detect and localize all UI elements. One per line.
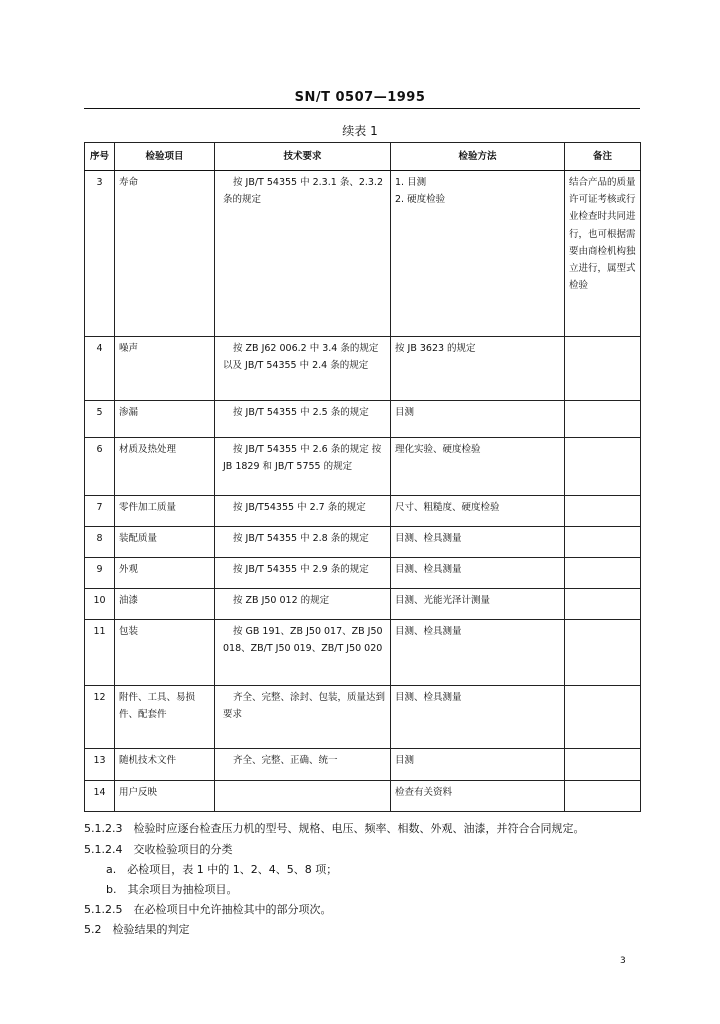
row-no: 3 (85, 171, 115, 337)
table-header-row (85, 143, 641, 171)
row-method: 目测 (391, 401, 565, 438)
clause-item-a: a. 必检项目，表 1 中的 1、2、4、5、8 项； (106, 863, 338, 876)
row-no: 5 (85, 401, 115, 438)
row-requirement (215, 337, 391, 401)
requirement-text: 按 GB 191、ZB J50 017、ZB J50 018、ZB/T J50 019、ZB/T J50 020 (223, 626, 383, 654)
table-row (85, 527, 641, 558)
row-item: 寿命 (115, 171, 215, 337)
row-no: 12 (85, 686, 115, 749)
row-item: 油漆 (115, 589, 215, 620)
clause-5-1-2-3: 5.1.2.3 检验时应逐台检查压力机的型号、规格、电压、频率、相数、外观、油漆，并符合合同规定。 (84, 822, 585, 835)
row-item: 附件、工具、易损件、配套件 (115, 686, 215, 749)
clause-5-1-2-5: 5.1.2.5 在必检项目中允许抽检其中的部分项次。 (84, 903, 332, 916)
row-remark (565, 438, 641, 496)
header-item: 检验项目 (115, 143, 215, 171)
row-remark (565, 527, 641, 558)
row-no: 14 (85, 781, 115, 812)
inspection-table (84, 142, 641, 812)
row-remark (565, 781, 641, 812)
table-row (85, 496, 641, 527)
row-method: 目测、光能光泽计测量 (391, 589, 565, 620)
row-item: 外观 (115, 558, 215, 589)
row-item: 随机技术文件 (115, 749, 215, 781)
table-caption: 续表 1 (342, 124, 378, 138)
clause-item-b: b. 其余项目为抽检项目。 (106, 883, 238, 896)
row-requirement (215, 438, 391, 496)
row-method: 目测、检具测量 (391, 686, 565, 749)
row-remark (565, 589, 641, 620)
row-remark (565, 496, 641, 527)
table-row (85, 781, 641, 812)
row-requirement (215, 781, 391, 812)
row-item: 零件加工质量 (115, 496, 215, 527)
row-no: 9 (85, 558, 115, 589)
row-method: 检查有关资料 (391, 781, 565, 812)
row-requirement (215, 589, 391, 620)
row-method: 目测 (391, 749, 565, 781)
requirement-text: 按 JB/T 54355 中 2.3.1 条、2.3.2条的规定 (223, 177, 383, 205)
header-requirement: 技术要求 (215, 143, 391, 171)
requirement-text: 按 JB/T 54355 中 2.6 条的规定 按 JB 1829 和 JB/T 5755 的规定 (223, 444, 382, 472)
row-no: 6 (85, 438, 115, 496)
row-no: 7 (85, 496, 115, 527)
row-remark (565, 620, 641, 686)
row-no: 13 (85, 749, 115, 781)
requirement-text: 按 JB/T 54355 中 2.8 条的规定 (233, 533, 369, 544)
table-row (85, 558, 641, 589)
row-item: 装配质量 (115, 527, 215, 558)
row-no: 4 (85, 337, 115, 401)
clause-5-2: 5.2 检验结果的判定 (84, 923, 190, 936)
page-number: 3 (620, 956, 626, 966)
header-remark: 备注 (565, 143, 641, 171)
row-method: 尺寸、粗糙度、硬度检验 (391, 496, 565, 527)
row-no: 11 (85, 620, 115, 686)
requirement-text: 齐全、完整、正确、统一 (233, 755, 338, 766)
row-requirement (215, 749, 391, 781)
row-method: 理化实验、硬度检验 (391, 438, 565, 496)
row-remark (565, 401, 641, 438)
table-row (85, 749, 641, 781)
header-method: 检验方法 (391, 143, 565, 171)
row-method: 1. 目测 2. 硬度检验 (391, 171, 565, 337)
table-row (85, 171, 641, 337)
row-method: 按 JB 3623 的规定 (391, 337, 565, 401)
table-row (85, 438, 641, 496)
requirement-text: 按 JB/T54355 中 2.7 条的规定 (233, 502, 366, 513)
row-requirement (215, 171, 391, 337)
row-requirement (215, 401, 391, 438)
row-method: 目测、检具测量 (391, 620, 565, 686)
row-item: 渗漏 (115, 401, 215, 438)
row-requirement (215, 620, 391, 686)
table-row (85, 337, 641, 401)
row-remark: 结合产品的质量许可证考核或行业检查时共同进行，也可根据需要由商检机构独立进行，属型式检验 (565, 171, 641, 337)
row-remark (565, 749, 641, 781)
table-row (85, 620, 641, 686)
row-requirement (215, 527, 391, 558)
row-item: 包装 (115, 620, 215, 686)
header-no: 序号 (85, 143, 115, 171)
requirement-text: 按 JB/T 54355 中 2.9 条的规定 (233, 564, 369, 575)
row-remark (565, 558, 641, 589)
row-item: 材质及热处理 (115, 438, 215, 496)
row-requirement (215, 496, 391, 527)
requirement-text: 按 JB/T 54355 中 2.5 条的规定 (233, 407, 369, 418)
row-item: 噪声 (115, 337, 215, 401)
table-row (85, 686, 641, 749)
header-rule (84, 108, 640, 109)
standard-number: SN/T 0507—1995 (294, 90, 426, 105)
row-remark (565, 337, 641, 401)
table-row (85, 589, 641, 620)
row-no: 8 (85, 527, 115, 558)
row-item: 用户反映 (115, 781, 215, 812)
requirement-text: 按 ZB J50 012 的规定 (233, 595, 330, 606)
clause-5-1-2-4: 5.1.2.4 交收检验项目的分类 (84, 843, 233, 856)
requirement-text: 按 ZB J62 006.2 中 3.4 条的规定以及 JB/T 54355 中 2.4 条的规定 (223, 343, 379, 371)
requirement-text: 齐全、完整、涂封、包装，质量达到要求 (223, 692, 386, 720)
row-requirement (215, 686, 391, 749)
row-no: 10 (85, 589, 115, 620)
row-remark (565, 686, 641, 749)
row-method: 目测、检具测量 (391, 527, 565, 558)
table-row (85, 401, 641, 438)
row-requirement (215, 558, 391, 589)
row-method: 目测、检具测量 (391, 558, 565, 589)
